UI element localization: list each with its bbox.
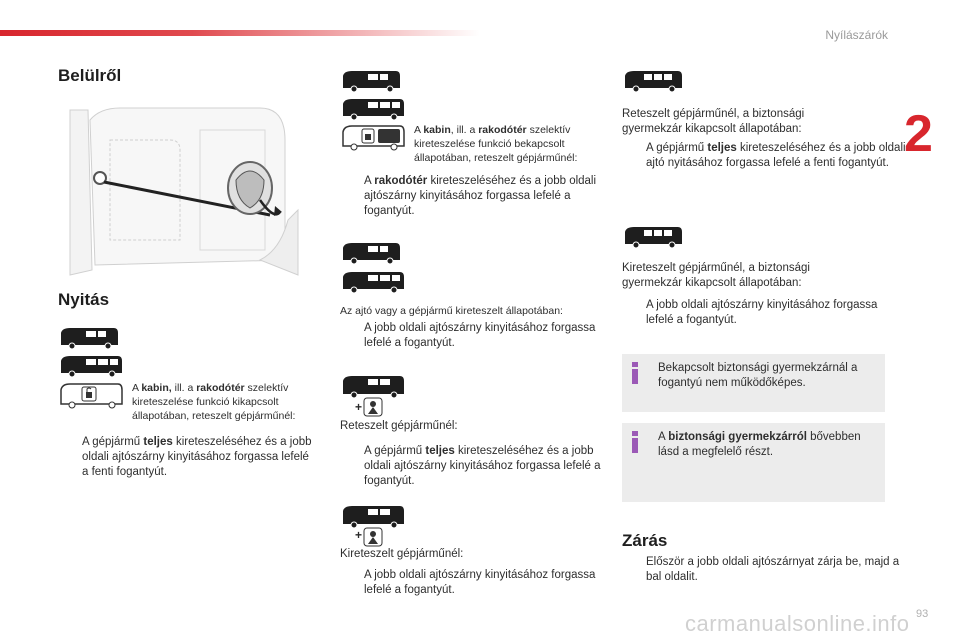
info-box-childlock	[622, 354, 885, 412]
cabin-caption: A kabin, ill. a rakodótér szelektív kireteszelése funkció kikapcsolt állapotában, reteszelt gépjárműnél:	[132, 382, 296, 422]
page-number: 93	[916, 608, 929, 620]
info-icon	[632, 362, 638, 384]
plus-sign: +	[355, 528, 363, 542]
info-icon	[632, 431, 638, 453]
van-outline-cargo-unlocked-icon	[340, 122, 406, 152]
cargo-caption: A kabin, ill. a rakodótér szelektív kireteszelése funkció bekapcsolt állapotában, reteszelt gépjárműnél:	[414, 124, 578, 164]
van-icon	[58, 325, 120, 349]
van-outline-unlocked-icon	[58, 380, 124, 410]
header-accent-bar	[0, 30, 480, 36]
right-bullet-3: Először a jobb oldali ajtószárnyat zárja be, majd a bal oldalit.	[646, 556, 900, 583]
right-bullet-1: A gépjármű teljes kireteszeléséhez és a jobb oldali ajtó nyitásához forgassa lefelé a fenti fogantyút.	[646, 142, 906, 169]
reteszelt-label: Reteszelt gépjárműnél:	[340, 420, 458, 432]
info-text-2: A biztonsági gyermekzárról bővebben lásd a megfelelő részt.	[658, 431, 861, 458]
heading-belulrol: Belülről	[58, 66, 122, 85]
van-icon	[340, 68, 402, 92]
middle-bullet-1: A rakodótér kireteszeléséhez és a jobb oldali ajtószárny kinyitásához forgassa lefelé a fogantyút.	[364, 175, 597, 217]
van-icon	[340, 95, 406, 121]
middle-bullet-4: A jobb oldali ajtószárny kinyitásához forgassa lefelé a fogantyút.	[364, 569, 596, 596]
info-text-1: Bekapcsolt biztonsági gyermekzárnál a fogantyú nem működőképes.	[658, 362, 858, 389]
section-title: Nyílászárók	[825, 28, 888, 42]
heading-zaras: Zárás	[622, 531, 668, 550]
right-para-1: Reteszelt gépjárműnél, a biztonsági gyermekzár kikapcsolt állapotában:	[622, 108, 805, 135]
watermark: carmanualsonline.info	[685, 611, 910, 636]
plus-sign: +	[355, 400, 363, 414]
right-para-2: Kireteszelt gépjárműnél, a biztonsági gyermekzár kikapcsolt állapotában:	[622, 262, 810, 289]
right-bullet-2: A jobb oldali ajtószárny kinyitásához forgassa lefelé a fogantyút.	[646, 299, 878, 326]
middle-bullet-3: A gépjármű teljes kireteszeléséhez és a jobb oldali ajtószárny kinyitásához forgassa lefelé a fogantyút.	[364, 445, 601, 487]
info-box-reference	[622, 423, 885, 502]
door-handle-illustration	[60, 100, 300, 280]
van-icon	[340, 268, 406, 294]
heading-nyitas: Nyitás	[58, 290, 110, 309]
van-icon	[622, 68, 684, 92]
chapter-number: 2	[904, 105, 933, 163]
van-childlock-icon	[340, 502, 406, 548]
van-icon	[340, 240, 402, 264]
van-icon	[58, 352, 124, 378]
van-icon	[622, 224, 684, 248]
van-childlock-icon	[340, 372, 406, 418]
kireteszelt-label: Kireteszelt gépjárműnél:	[340, 548, 464, 560]
state-caption: Az ajtó vagy a gépjármű kireteszelt állapotában:	[340, 305, 563, 317]
middle-bullet-2: A jobb oldali ajtószárny kinyitásához forgassa lefelé a fogantyút.	[364, 322, 596, 349]
left-bullet-1: A gépjármű teljes kireteszeléséhez és a jobb oldali ajtószárny kinyitásához forgassa lefelé a fenti fogantyút.	[82, 436, 312, 478]
